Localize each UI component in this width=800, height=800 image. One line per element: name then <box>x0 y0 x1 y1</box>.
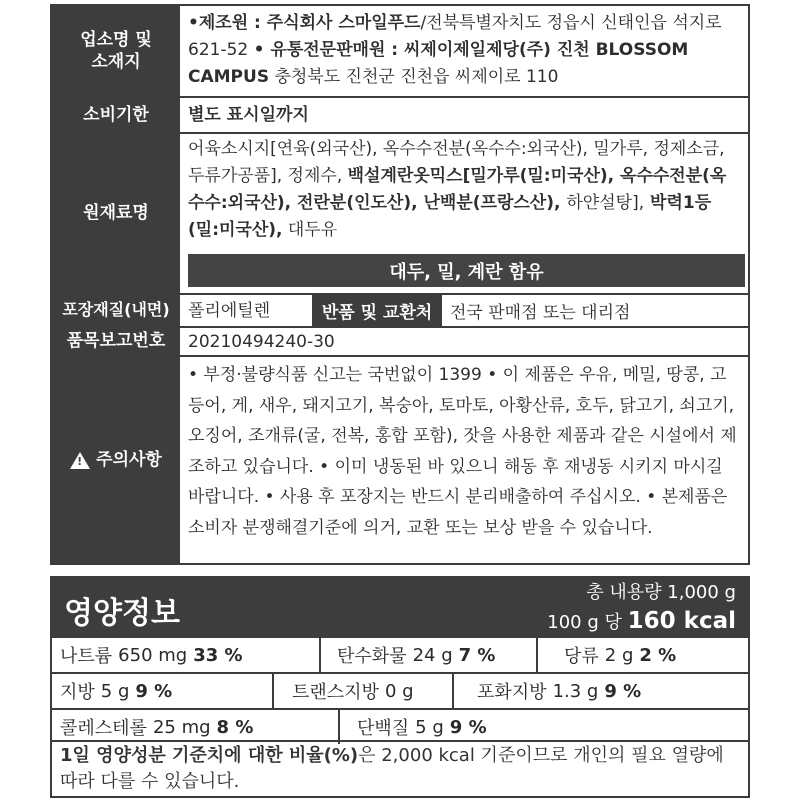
packaging-header: 포장재질(내면) <box>52 295 180 326</box>
seller-address: 충청북도 진천군 진천읍 씨제이로 110 <box>269 67 559 87</box>
nutrient-name: 콜레스테롤 <box>60 718 147 739</box>
nutrient-cholesterol <box>60 710 259 744</box>
nutrient-trans-fat <box>292 674 420 708</box>
nutrient-percent: 8 % <box>216 716 254 738</box>
nutrient-amount: 25 mg <box>152 716 211 738</box>
nutrition-kcal-line <box>547 607 736 637</box>
caution-header <box>52 357 180 563</box>
allergy-banner: 대두, 밀, 계란 함유 <box>188 254 745 287</box>
nutrition-header <box>52 578 748 638</box>
nutrient-sodium <box>60 638 249 672</box>
return-value: 전국 판매점 또는 대리점 <box>450 303 631 323</box>
nutrient-name: 포화지방 <box>477 682 547 703</box>
nutrition-per: 100 g 당 <box>547 612 622 633</box>
nutrient-name: 당류 <box>564 646 599 667</box>
nutrient-fat <box>60 674 178 708</box>
expiry-header: 소비기한 <box>52 98 180 132</box>
nutrition-panel <box>50 576 750 798</box>
expiry-value: 별도 표시일까지 <box>188 105 309 125</box>
col-divider <box>319 638 321 672</box>
nutrient-name: 단백질 <box>357 718 410 739</box>
footnote-bold: 1일 영양성분 기준치에 대한 비율(%) <box>60 745 359 766</box>
ingredients-header: 원재료명 <box>52 134 180 293</box>
col-divider <box>272 674 274 708</box>
col-divider <box>338 710 340 744</box>
maker-header: 업소명 및 소재지 <box>52 6 180 96</box>
nutrition-total: 총 내용량 1,000 g <box>586 582 736 603</box>
nutrient-amount: 0 g <box>384 680 414 702</box>
seller-label: • 유통전문판매원 : 씨제이제일제당(주) 진천 BLOSSOM CAMPUS <box>188 40 689 87</box>
nutrient-protein <box>357 710 493 744</box>
nutrient-name: 지방 <box>60 682 95 703</box>
nutrient-saturated-fat <box>477 674 647 708</box>
maker-label: •제조원 : 주식회사 스마일푸드 <box>188 13 421 33</box>
return-header: 반품 및 교환처 <box>312 295 442 326</box>
nutrient-percent: 9 % <box>449 716 487 738</box>
caution-value: • 부정·불량식품 신고는 국번없이 1399 • 이 제품은 우유, 메밀, 땅콩, 고등어, 게, 새우, 돼지고기, 복숭아, 토마토, 아황산류, 호두, 닭고기, 쇠고기, 오징어, 조개류(굴, 전복, 홍합 포함), 잣을 사용한 제품과 같은 시설에서 제조하고 있습니다. • 이미 냉동된 바 있으니 해동 후 재냉동 시키지 마시길 바랍니다. • 사용 후 포장지는 반드시 분리배출하여 주십시오. • 본제품은 소비자 분쟁해결기준에 의거, 교환 또는 보상 받을 수 있습니다. <box>188 365 737 538</box>
nutrient-amount: 650 mg <box>118 644 188 666</box>
nutrient-amount: 1.3 g <box>552 680 599 702</box>
nutrient-percent: 9 % <box>604 680 642 702</box>
ingredients-mix: 백설계란옷믹스[밀가루(밀:미국산), 옥수수전분(옥수수:외국산), 전란분(인도산), 난백분(프랑스산), <box>188 166 727 213</box>
nutrient-amount: 5 g <box>415 716 444 738</box>
nutrient-amount: 5 g <box>100 680 130 702</box>
nutrient-carbs <box>337 638 501 672</box>
nutrient-percent: 33 % <box>193 644 243 666</box>
ingredients-flour: 박력1등(밀:미국산), <box>188 193 712 240</box>
nutrient-amount: 2 g <box>604 644 634 666</box>
ingredients-oil: 대두유 <box>282 220 338 240</box>
nutrient-amount: 24 g <box>412 644 453 666</box>
report-header: 품목보고번호 <box>52 328 180 355</box>
footnote-text: 은 2,000 kcal 기준이므로 개인의 필요 열량에 따라 다를 수 있습니다. <box>60 745 724 792</box>
nutrition-footnote <box>60 743 740 795</box>
report-value: 20210494240-30 <box>188 331 335 352</box>
nutrient-row <box>52 674 748 710</box>
caution-label: 주의사항 <box>96 449 162 470</box>
nutrient-percent: 9 % <box>135 680 173 702</box>
ingredients-part: 어육소시지[연육(외국산), 옥수수전분(옥수수:외국산), 밀가루, 정제소금, 두류가공품], 정제수, <box>188 139 725 186</box>
nutrient-name: 탄수화물 <box>337 646 407 667</box>
warning-icon <box>70 452 90 469</box>
packaging-value: 폴리에틸렌 <box>188 300 271 321</box>
nutrition-kcal: 160 kcal <box>627 608 736 634</box>
maker-address: /전북특별자치도 정읍시 신태인읍 석지로 621-52 <box>188 13 722 60</box>
col-divider <box>536 638 538 672</box>
nutrition-title: 영양정보 <box>64 596 180 631</box>
product-info-table <box>50 4 750 565</box>
col-divider <box>452 674 454 708</box>
nutrient-sugars <box>564 638 682 672</box>
nutrient-percent: 2 % <box>639 644 677 666</box>
nutrient-row <box>52 638 748 674</box>
row-divider <box>52 740 748 742</box>
nutrient-name: 나트륨 <box>60 646 113 667</box>
ingredients-sugar: 하얀설탕], <box>566 193 645 213</box>
nutrient-percent: 7 % <box>458 644 496 666</box>
maker-value <box>180 6 748 100</box>
nutrient-name: 트랜스지방 <box>292 682 379 703</box>
ingredients-value <box>180 134 748 254</box>
